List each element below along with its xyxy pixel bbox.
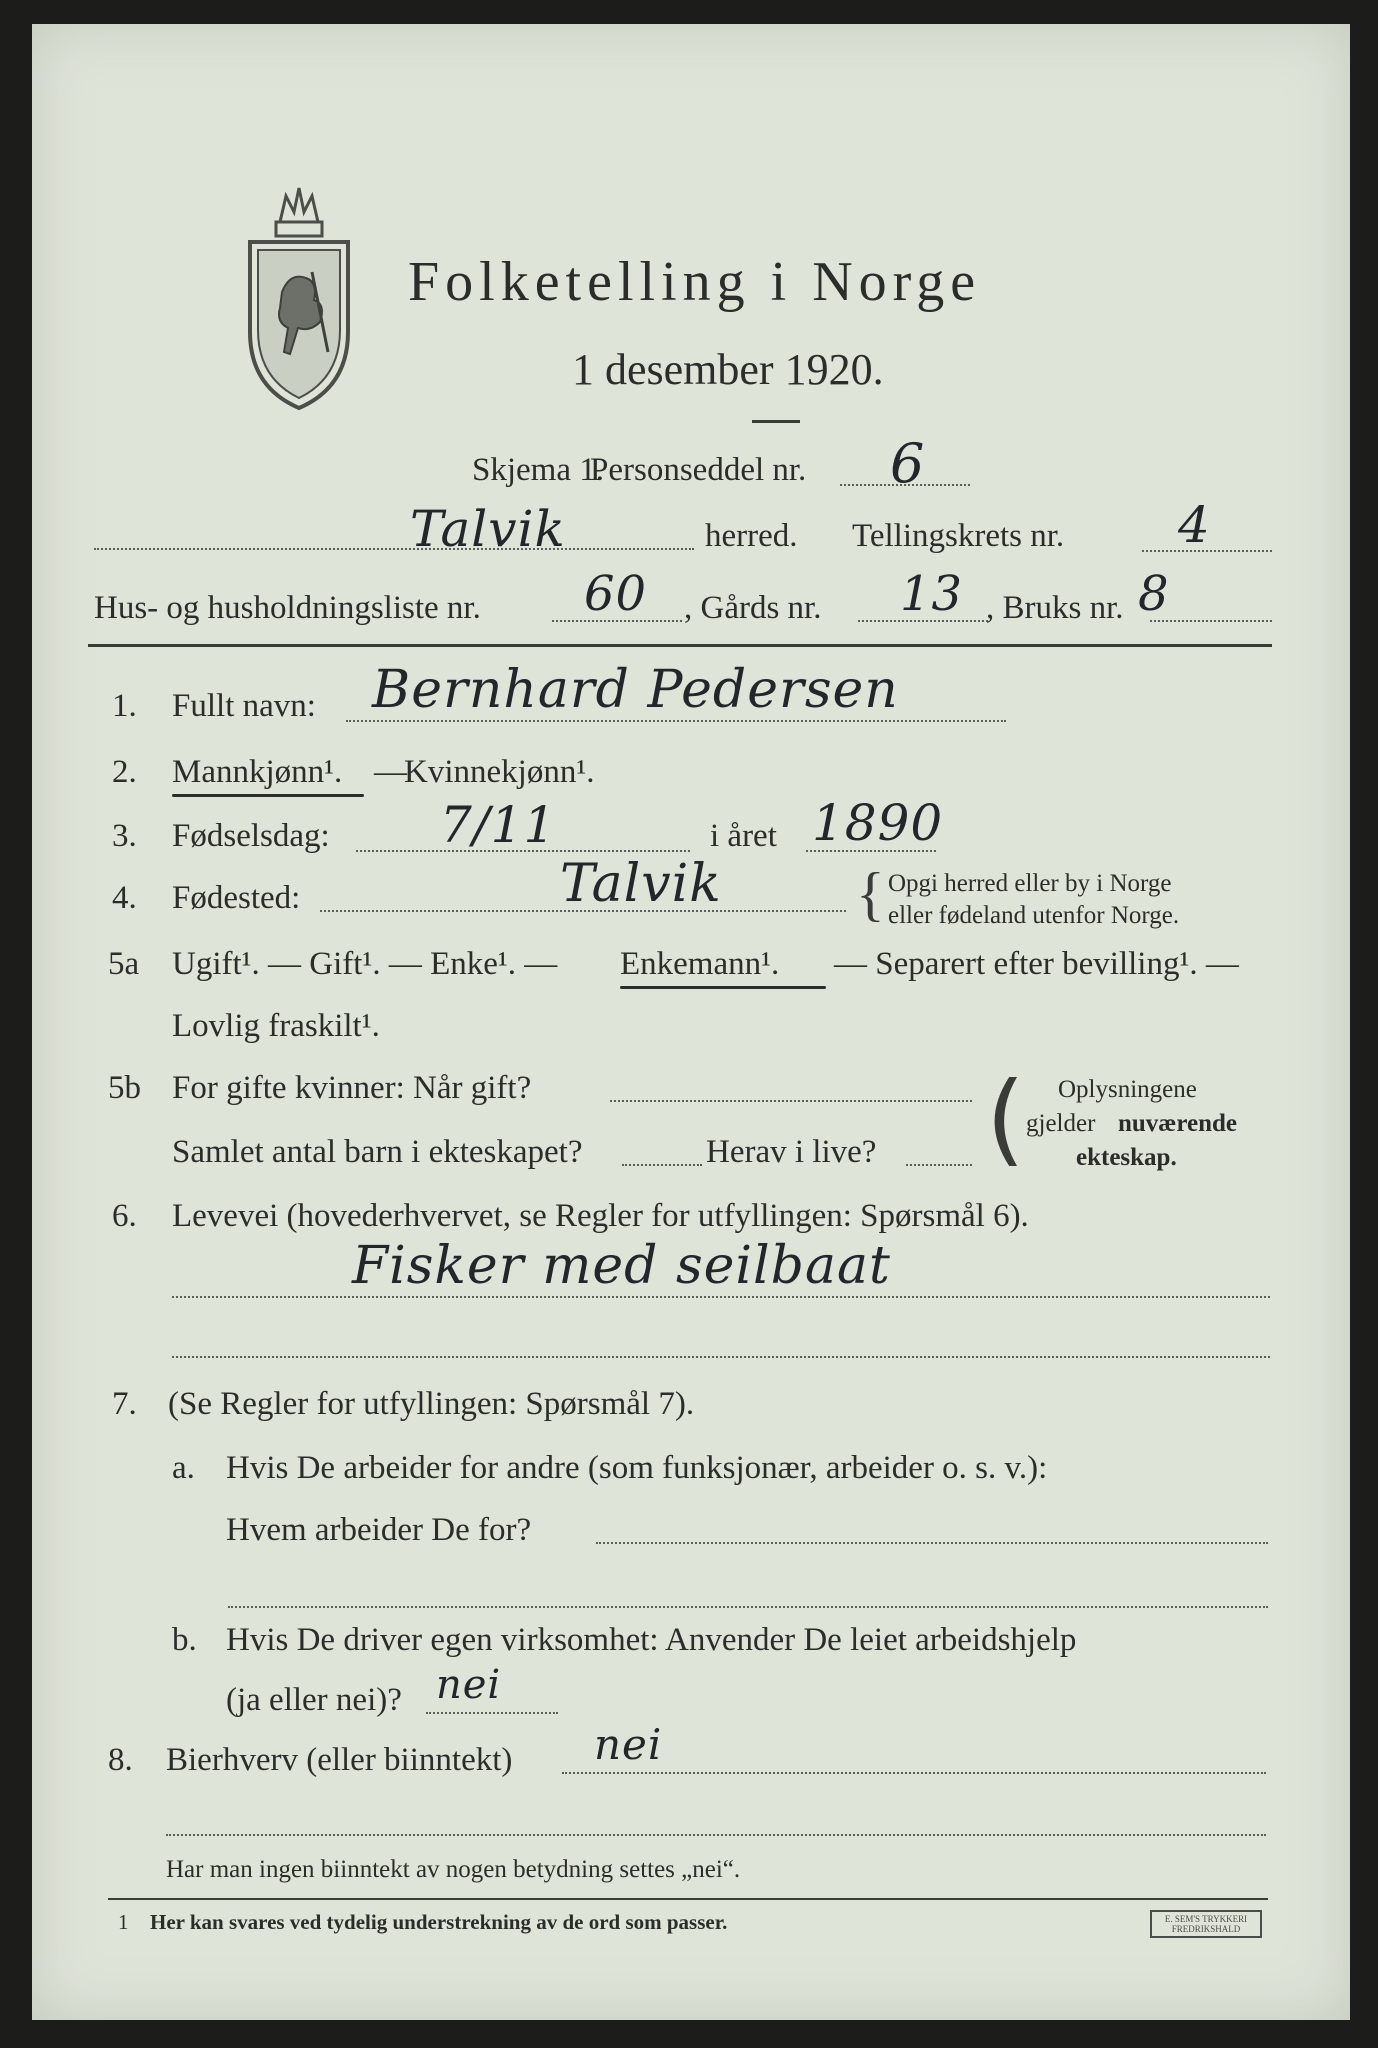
q1-label: Fullt navn: <box>172 688 316 724</box>
q2-separator: — <box>374 754 407 790</box>
q7b-yes-no-label: (ja eller nei)? <box>226 1682 402 1718</box>
tellingskrets-label: Tellingskrets nr. <box>852 518 1065 554</box>
q8-label: Bierhverv (eller biinntekt) <box>166 1742 513 1778</box>
marital-option-enkemann: Enkemann¹. <box>620 946 780 982</box>
husholdningsliste-label: Hus- og husholdningsliste nr. <box>94 590 481 626</box>
employer-line2 <box>228 1606 1268 1608</box>
q2-number: 2. <box>112 754 137 790</box>
title-divider <box>752 420 800 423</box>
marriage-note-line2b: nuværende <box>1118 1110 1238 1137</box>
children-count-line <box>622 1164 702 1166</box>
skjema-label: Skjema 1. <box>472 452 604 488</box>
side-income-line1 <box>562 1772 1266 1774</box>
q7a-employer-label: Hvem arbeider De for? <box>226 1512 532 1548</box>
q5b-number: 5b <box>108 1070 141 1106</box>
form-title: Folketelling i Norge <box>408 251 982 313</box>
birthplace-note-line2: eller fødeland utenfor Norge. <box>888 902 1180 929</box>
birthplace-value: Talvik <box>560 854 722 914</box>
hired-help-line <box>426 1712 558 1714</box>
header-divider <box>88 644 1272 647</box>
sex-male-option: Mannkjønn¹. <box>172 754 343 790</box>
children-alive-label: Herav i live? <box>706 1134 877 1170</box>
marriage-note-bracket: ( <box>986 1060 1026 1177</box>
occupation-line2 <box>172 1356 1270 1358</box>
sex-male-underline <box>172 794 364 797</box>
side-income-value: nei <box>594 1720 663 1769</box>
gards-value: 13 <box>900 566 964 622</box>
footnote-mark: 1 <box>118 1910 129 1934</box>
marriage-note-line3: ekteskap. <box>1076 1144 1177 1171</box>
employer-line1 <box>596 1542 1268 1544</box>
children-count-label: Samlet antal barn i ekteskapet? <box>172 1134 583 1170</box>
herred-label: herred. <box>705 518 798 554</box>
q7-number: 7. <box>112 1386 137 1422</box>
married-when-label: For gifte kvinner: Når gift? <box>172 1070 532 1106</box>
tellingskrets-value: 4 <box>1178 496 1211 554</box>
full-name-value: Bernhard Pedersen <box>372 660 899 720</box>
marriage-note-line1: Oplysningene <box>1058 1076 1197 1103</box>
enkemann-underline <box>620 986 826 989</box>
birthplace-note-line1: Opgi herred eller by i Norge <box>888 870 1172 897</box>
sex-female-option: Kvinnekjønn¹. <box>404 754 595 790</box>
married-when-line <box>610 1100 972 1102</box>
q8-number: 8. <box>108 1742 133 1778</box>
occupation-value: Fisker med seilbaat <box>352 1236 891 1296</box>
norwegian-coat-of-arms-icon <box>240 182 358 412</box>
herred-line <box>94 548 694 550</box>
birthday-value: 7/11 <box>440 796 557 854</box>
footnote-divider <box>108 1898 1268 1900</box>
q7b-letter: b. <box>172 1622 197 1658</box>
q6-label: Levevei (hovederhvervet, se Regler for utfyllingen: Spørsmål 6). <box>172 1198 1029 1234</box>
husholdningsliste-value: 60 <box>584 566 648 622</box>
personseddel-value: 6 <box>890 432 926 495</box>
children-alive-line <box>906 1164 972 1166</box>
marital-option-fraskilt: Lovlig fraskilt¹. <box>172 1008 380 1044</box>
q3-label: Fødselsdag: <box>172 818 330 854</box>
footnote-text: Her kan svares ved tydelig understrekning av de ord som passer. <box>150 1910 728 1934</box>
herred-value: Talvik <box>410 500 566 558</box>
q7a-question: Hvis De arbeider for andre (som funksjonær, arbeider o. s. v.): <box>226 1450 1048 1486</box>
marital-options-part2: — Separert efter bevilling¹. — <box>834 946 1239 982</box>
q3-number: 3. <box>112 818 137 854</box>
bruks-label: , Bruks nr. <box>986 590 1124 626</box>
printer-stamp: E. SEM'S TRYKKERI FREDRIKSHALD <box>1150 1910 1262 1938</box>
side-income-note: Har man ingen biinntekt av nogen betydning settes „nei“. <box>166 1856 741 1883</box>
birth-year-value: 1890 <box>812 794 944 852</box>
marriage-note-line2a: gjelder <box>1026 1110 1096 1137</box>
q7b-question: Hvis De driver egen virksomhet: Anvender De leiet arbeidshjelp <box>226 1622 1077 1658</box>
side-income-line2 <box>166 1834 1266 1836</box>
q6-number: 6. <box>112 1198 137 1234</box>
bruks-value: 8 <box>1138 566 1170 622</box>
q1-line <box>346 720 1006 722</box>
q4-number: 4. <box>112 880 137 916</box>
occupation-line1 <box>172 1296 1270 1298</box>
hired-help-value: nei <box>436 1662 502 1708</box>
personseddel-label: Personseddel nr. <box>590 452 807 488</box>
q1-number: 1. <box>112 688 137 724</box>
year-label: i året <box>710 818 777 854</box>
marital-options-part1: Ugift¹. — Gift¹. — Enke¹. — <box>172 946 558 982</box>
q5a-number: 5a <box>108 946 140 982</box>
q7-label: (Se Regler for utfyllingen: Spørsmål 7). <box>168 1386 695 1422</box>
gards-label: , Gårds nr. <box>684 590 822 626</box>
census-date: 1 desember 1920. <box>572 345 884 394</box>
q7a-letter: a. <box>172 1450 195 1486</box>
q4-label: Fødested: <box>172 880 301 916</box>
birthplace-note-brace: { <box>856 861 885 927</box>
